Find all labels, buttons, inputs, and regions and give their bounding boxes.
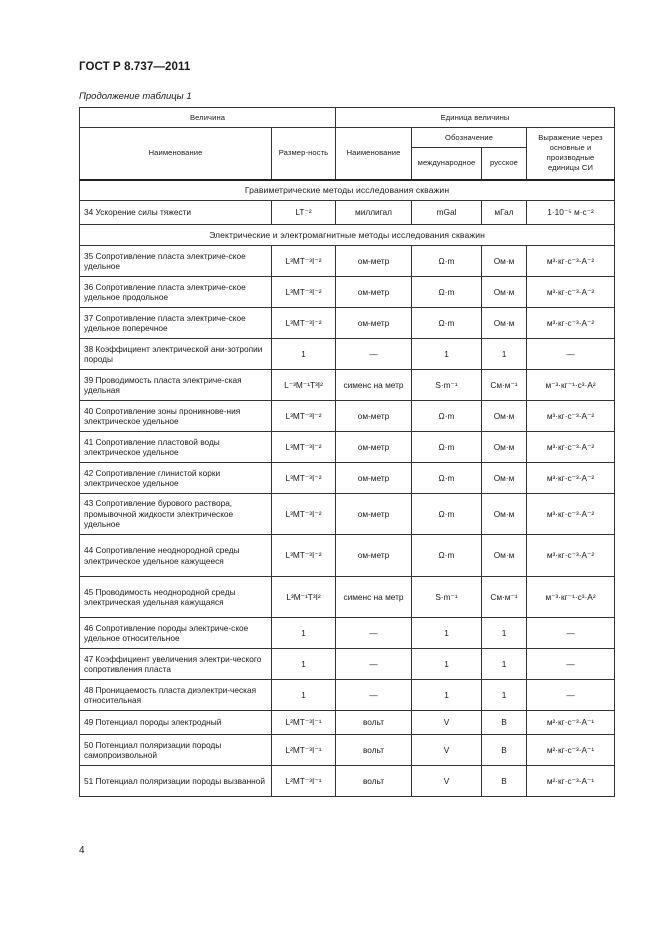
- si-expression-cell: м³·кг·с⁻³·А⁻²: [527, 401, 615, 432]
- international-designation-cell: V: [412, 766, 482, 797]
- russian-designation-cell: 1: [482, 339, 527, 370]
- table-caption: Продолжение таблицы 1: [79, 91, 192, 102]
- si-expression-cell: —: [527, 618, 615, 649]
- dimension-cell: L³MT⁻³I⁻²: [272, 401, 336, 432]
- dimension-cell: L²MT⁻³I⁻¹: [272, 735, 336, 766]
- table-row: [80, 735, 615, 766]
- unit-name-cell: ом-метр: [336, 246, 412, 277]
- dimension-cell: L³MT⁻³I⁻²: [272, 277, 336, 308]
- russian-designation-cell: В: [482, 766, 527, 797]
- international-designation-cell: Ω·m: [412, 401, 482, 432]
- dimension-cell: 1: [272, 339, 336, 370]
- unit-name-cell: вольт: [336, 766, 412, 797]
- quantity-name-cell: 41 Сопротивление пластовой воды электрическое удельное: [80, 432, 272, 463]
- russian-designation-cell: Ом·м: [482, 308, 527, 339]
- unit-name-cell: —: [336, 339, 412, 370]
- dimension-cell: LT⁻²: [272, 201, 336, 225]
- international-designation-cell: Ω·m: [412, 463, 482, 494]
- unit-name-cell: ом-метр: [336, 494, 412, 535]
- header-quantity: Величина: [80, 108, 336, 128]
- dimension-cell: L³MT⁻³I⁻²: [272, 494, 336, 535]
- dimension-cell: 1: [272, 680, 336, 711]
- unit-name-cell: —: [336, 680, 412, 711]
- si-expression-cell: м²·кг·с⁻³·А⁻¹: [527, 735, 615, 766]
- international-designation-cell: S·m⁻¹: [412, 370, 482, 401]
- si-expression-cell: —: [527, 339, 615, 370]
- international-designation-cell: V: [412, 735, 482, 766]
- quantity-name-cell: 34 Ускорение силы тяжести: [80, 201, 272, 225]
- russian-designation-cell: Ом·м: [482, 277, 527, 308]
- quantity-name-cell: 48 Проницаемость пласта диэлектри-ческая относительная: [80, 680, 272, 711]
- russian-designation-cell: См·м⁻¹: [482, 370, 527, 401]
- russian-designation-cell: Ом·м: [482, 535, 527, 577]
- header-dimension: Размер-ность: [272, 128, 336, 180]
- si-expression-cell: м³·кг·с⁻³·А⁻²: [527, 308, 615, 339]
- si-expression-cell: —: [527, 649, 615, 680]
- international-designation-cell: Ω·m: [412, 535, 482, 577]
- international-designation-cell: 1: [412, 649, 482, 680]
- dimension-cell: 1: [272, 649, 336, 680]
- quantity-name-cell: 51 Потенциал поляризации породы вызванной: [80, 766, 272, 797]
- quantity-name-cell: 36 Сопротивление пласта электриче-ское удельное продольное: [80, 277, 272, 308]
- quantity-name-cell: 37 Сопротивление пласта электриче-ское удельное поперечное: [80, 308, 272, 339]
- russian-designation-cell: мГал: [482, 201, 527, 225]
- si-expression-cell: м⁻³·кг⁻¹·с³·А²: [527, 370, 615, 401]
- section-title: Электрические и электромагнитные методы исследования скважин: [80, 225, 615, 246]
- header-russian: русское: [482, 148, 527, 180]
- header-designation: Обозначение: [412, 128, 527, 148]
- russian-designation-cell: В: [482, 711, 527, 735]
- international-designation-cell: 1: [412, 680, 482, 711]
- unit-name-cell: ом-метр: [336, 401, 412, 432]
- si-expression-cell: —: [527, 680, 615, 711]
- table-row: [80, 711, 615, 735]
- unit-name-cell: вольт: [336, 735, 412, 766]
- table-row: [80, 370, 615, 401]
- quantity-name-cell: 35 Сопротивление пласта электриче-ское удельное: [80, 246, 272, 277]
- si-expression-cell: м²·кг·с⁻³·А⁻¹: [527, 766, 615, 797]
- unit-name-cell: ом-метр: [336, 308, 412, 339]
- si-expression-cell: м³·кг·с⁻³·А⁻²: [527, 494, 615, 535]
- unit-name-cell: ом-метр: [336, 277, 412, 308]
- page-number: 4: [79, 845, 85, 856]
- quantity-name-cell: 42 Сопротивление глинистой корки электрическое удельное: [80, 463, 272, 494]
- unit-name-cell: —: [336, 618, 412, 649]
- russian-designation-cell: 1: [482, 618, 527, 649]
- header-name: Наименование: [80, 128, 272, 180]
- table-row: [80, 680, 615, 711]
- russian-designation-cell: См·м⁻¹: [482, 577, 527, 618]
- international-designation-cell: mGal: [412, 201, 482, 225]
- quantity-name-cell: 39 Проводимость пласта электриче-ская удельная: [80, 370, 272, 401]
- dimension-cell: L²MT⁻³I⁻¹: [272, 766, 336, 797]
- table-row: [80, 308, 615, 339]
- dimension-cell: L³MT⁻³I⁻²: [272, 535, 336, 577]
- international-designation-cell: Ω·m: [412, 308, 482, 339]
- header-international: международное: [412, 148, 482, 180]
- quantity-name-cell: 47 Коэффициент увеличения электри-ческого сопротивления пласта: [80, 649, 272, 680]
- russian-designation-cell: Ом·м: [482, 463, 527, 494]
- unit-name-cell: ом-метр: [336, 463, 412, 494]
- dimension-cell: L³MT⁻³I⁻²: [272, 246, 336, 277]
- dimension-cell: L³M⁻¹T³I²: [272, 577, 336, 618]
- russian-designation-cell: Ом·м: [482, 401, 527, 432]
- table-row: [80, 432, 615, 463]
- table-row: [80, 618, 615, 649]
- table-row: [80, 401, 615, 432]
- russian-designation-cell: 1: [482, 680, 527, 711]
- table-row: [80, 577, 615, 618]
- unit-name-cell: —: [336, 649, 412, 680]
- si-expression-cell: 1·10⁻⁵ м·с⁻²: [527, 201, 615, 225]
- russian-designation-cell: Ом·м: [482, 246, 527, 277]
- document-title: ГОСТ Р 8.737—2011: [79, 61, 191, 73]
- units-table: [79, 107, 615, 797]
- international-designation-cell: Ω·m: [412, 432, 482, 463]
- header-expression: Выражение через основные и производные единицы СИ: [527, 128, 615, 180]
- si-expression-cell: м³·кг·с⁻³·А⁻²: [527, 432, 615, 463]
- table-row: [80, 535, 615, 577]
- russian-designation-cell: Ом·м: [482, 494, 527, 535]
- si-expression-cell: м⁻³·кг⁻¹·с³·А²: [527, 577, 615, 618]
- international-designation-cell: Ω·m: [412, 277, 482, 308]
- table-row: [80, 201, 615, 225]
- dimension-cell: L³MT⁻³I⁻²: [272, 432, 336, 463]
- quantity-name-cell: 40 Сопротивление зоны проникнове-ния электрическое удельное: [80, 401, 272, 432]
- international-designation-cell: 1: [412, 618, 482, 649]
- section-title: Гравиметрические методы исследования скважин: [80, 180, 615, 201]
- international-designation-cell: Ω·m: [412, 246, 482, 277]
- russian-designation-cell: В: [482, 735, 527, 766]
- table-row: [80, 246, 615, 277]
- dimension-cell: 1: [272, 618, 336, 649]
- russian-designation-cell: 1: [482, 649, 527, 680]
- quantity-name-cell: 49 Потенциал породы электродный: [80, 711, 272, 735]
- quantity-name-cell: 44 Сопротивление неоднородной среды электрическое удельное кажущееся: [80, 535, 272, 577]
- si-expression-cell: м³·кг·с⁻³·А⁻²: [527, 277, 615, 308]
- dimension-cell: L³MT⁻³I⁻²: [272, 308, 336, 339]
- international-designation-cell: V: [412, 711, 482, 735]
- international-designation-cell: 1: [412, 339, 482, 370]
- table-row: [80, 339, 615, 370]
- dimension-cell: L⁻³M⁻¹T³I²: [272, 370, 336, 401]
- quantity-name-cell: 43 Сопротивление бурового раствора, промывочной жидкости электрическое удельное: [80, 494, 272, 535]
- quantity-name-cell: 38 Коэффициент электрической ани-зотропии породы: [80, 339, 272, 370]
- si-expression-cell: м²·кг·с⁻³·А⁻¹: [527, 711, 615, 735]
- header-unit: Единица величины: [336, 108, 615, 128]
- unit-name-cell: вольт: [336, 711, 412, 735]
- dimension-cell: L³MT⁻³I⁻²: [272, 463, 336, 494]
- international-designation-cell: Ω·m: [412, 494, 482, 535]
- table-row: [80, 463, 615, 494]
- unit-name-cell: сименс на метр: [336, 370, 412, 401]
- header-unit-name: Наименование: [336, 128, 412, 180]
- russian-designation-cell: Ом·м: [482, 432, 527, 463]
- international-designation-cell: S·m⁻¹: [412, 577, 482, 618]
- unit-name-cell: миллигал: [336, 201, 412, 225]
- si-expression-cell: м³·кг·с⁻³·А⁻²: [527, 463, 615, 494]
- table-row: [80, 277, 615, 308]
- unit-name-cell: сименс на метр: [336, 577, 412, 618]
- table-row: [80, 494, 615, 535]
- table-row: [80, 649, 615, 680]
- table-row: [80, 766, 615, 797]
- quantity-name-cell: 50 Потенциал поляризации породы самопроизвольной: [80, 735, 272, 766]
- unit-name-cell: ом-метр: [336, 432, 412, 463]
- unit-name-cell: ом-метр: [336, 535, 412, 577]
- si-expression-cell: м³·кг·с⁻³·А⁻²: [527, 535, 615, 577]
- si-expression-cell: м³·кг·с⁻³·А⁻²: [527, 246, 615, 277]
- quantity-name-cell: 45 Проводимость неоднородной среды электрическая удельная кажущаяся: [80, 577, 272, 618]
- dimension-cell: L²MT⁻³I⁻¹: [272, 711, 336, 735]
- quantity-name-cell: 46 Сопротивление породы электриче-ское удельное относительное: [80, 618, 272, 649]
